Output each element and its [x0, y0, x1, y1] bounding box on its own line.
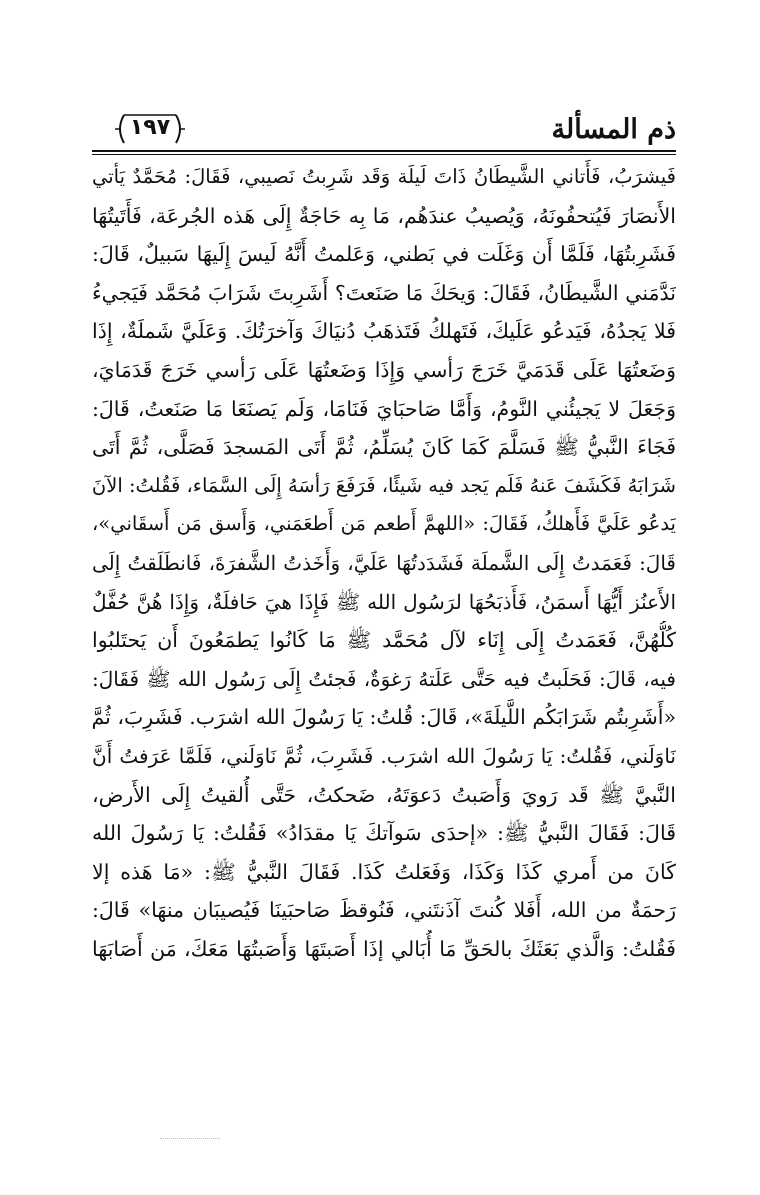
text-line: «أَشَرِبتُم شَرَابَكُم اللَّيلَةَ»، قَالَ: قُلتُ: يَا رَسُولَ الله اشرَب. فَشَرِبَ، ثُمَّ	[92, 705, 676, 730]
text-line: فَلا يَجدُهُ، فَيَدعُو عَلَيكَ، فَتَهلكُ فَتَذهَبُ دُنيَاكَ وَآخرَتُكَ. وَعَلَيَّ شَملَةٌ، إِذَا	[92, 319, 676, 344]
text-line: فَقُلتُ: وَالَّذي بَعَثَكَ بالحَقِّ مَا أُبَالي إذَا أَصَبتَهَا وَأَصَبتُهَا مَعَكَ، مَن أَصَابَهَا	[92, 936, 676, 961]
text-line: نَاوَلَني، فَقُلتُ: يَا رَسُولَ الله اشرَب. فَشَرِبَ، ثُمَّ نَاوَلَني، فَلَمَّا عَرَفتُ أَنَّ	[92, 743, 676, 768]
text-line: رَحمَةٌ من الله، أَفَلا كُنتَ آذَنتَني، فَنُوقظَ صَاحبَينَا فَيُصيبَان منهَا» قَالَ:	[92, 898, 676, 923]
header-rule	[92, 150, 676, 152]
text-line: فيه، قَالَ: فَحَلَبتُ فيه حَتَّى عَلَتهُ رَغوَةٌ، فَجئتُ إِلَى رَسُول الله ﷺ فَقَالَ:	[92, 666, 676, 691]
text-line: قَالَ: فَعَمَدتُ إِلَى الشَّملَة فَشَدَدتُهَا عَلَيَّ، وَأَخَذتُ الشَّفرَةَ، فَانطَلَقتُ إِلَى	[92, 550, 676, 575]
text-line: كَانَ من أَمري كَذَا وَكَذَا، وَفَعَلتُ كَذَا. فَقَالَ النَّبيُّ ﷺ: «مَا هَذه إلا	[92, 859, 676, 884]
text-line: فَيشرَبُ، فَأَتاني الشَّيطَانُ ذَاتَ لَيلَة وَقَد شَرِبتُ نَصيبي، فَقَالَ: مُحَمَّدٌ يَأتي	[92, 165, 676, 188]
header-title: ذم المسألة	[551, 114, 676, 145]
page-number: ١٩٧	[129, 115, 171, 140]
text-line: الأَعنُز أَيُّهَا أَسمَنُ، فَأَذبَحُهَا لرَسُول الله ﷺ فَإِذَا هيَ حَافلَةٌ، وَإِذَا هُنَّ حُفَّلٌ	[92, 589, 676, 614]
text-line: فَجَاءَ النَّبيُّ ﷺ فَسَلَّمَ كَمَا كَانَ يُسَلِّمُ، ثُمَّ أَتَى المَسجدَ فَصَلَّى، ثُمَّ أَتَى	[92, 435, 676, 460]
text-line: قَالَ: فَقَالَ النَّبيُّ ﷺ: «إحدَى سَوآتكَ يَا مقدَادُ» فَقُلتُ: يَا رَسُولَ الله	[92, 821, 676, 846]
text-line: يَدعُو عَلَيَّ فَأَهلكُ، فَقَالَ: «اللهمَّ أَطعم مَن أَطعَمَني، وَأَسق مَن أَسقَاني»،	[92, 512, 676, 536]
page-number-badge	[114, 112, 186, 146]
running-header	[92, 110, 676, 158]
body-text	[92, 158, 676, 968]
text-line: كُلُّهُنَّ، فَعَمَدتُ إِلَى إِنَاء لآل مُحَمَّد ﷺ مَا كَانُوا يَطمَعُونَ أَن يَحتَلبُوا	[92, 628, 676, 653]
text-line: شَرَابَهُ فَكَشَفَ عَنهُ فَلَم يَجد فيه شَيئًا، فَرَفَعَ رَأسَهُ إِلَى السَّمَاء، فَقُلتُ: الآنَ	[92, 473, 676, 497]
text-line: النَّبيَّ ﷺ قَد رَويَ وَأَصَبتُ دَعوَتَهُ، ضَحكتُ، حَتَّى أُلقيتُ إِلَى الأَرض،	[92, 782, 676, 807]
text-line: وَضَعتُهَا عَلَى قَدَمَيَّ خَرَجَ رَأسي وَإِذَا وَضَعتُهَا عَلَى رَأسي خَرَجَ قَدَمَايَ،	[92, 357, 676, 382]
header-rule-thin	[92, 154, 676, 155]
text-line: فَشَرِبتُهَا، فَلَمَّا أَن وَغَلَت في بَطني، وَعَلمتُ أَنَّهُ لَيسَ إِلَيهَا سَبيلٌ، قَالَ:	[92, 242, 676, 267]
text-line: الأَنصَارَ فَيُتحفُونَهُ، وَيُصيبُ عندَهُم، مَا بِه حَاجَةٌ إِلَى هَذه الجُرعَة، فَأَتَيتُهَا	[92, 203, 676, 228]
text-line: وَجَعَلَ لا يَجيئُني النَّومُ، وَأَمَّا صَاحبَايَ فَنَامَا، وَلَم يَصنَعَا مَا صَنَعتُ، قَالَ:	[92, 396, 676, 421]
footer-mark	[160, 1138, 220, 1139]
text-line: نَدَّمَني الشَّيطَانُ، فَقَالَ: وَيحَكَ مَا صَنَعتَ؟ أَشَرِبتَ شَرَابَ مُحَمَّد فَيَجيءُ	[92, 280, 676, 305]
